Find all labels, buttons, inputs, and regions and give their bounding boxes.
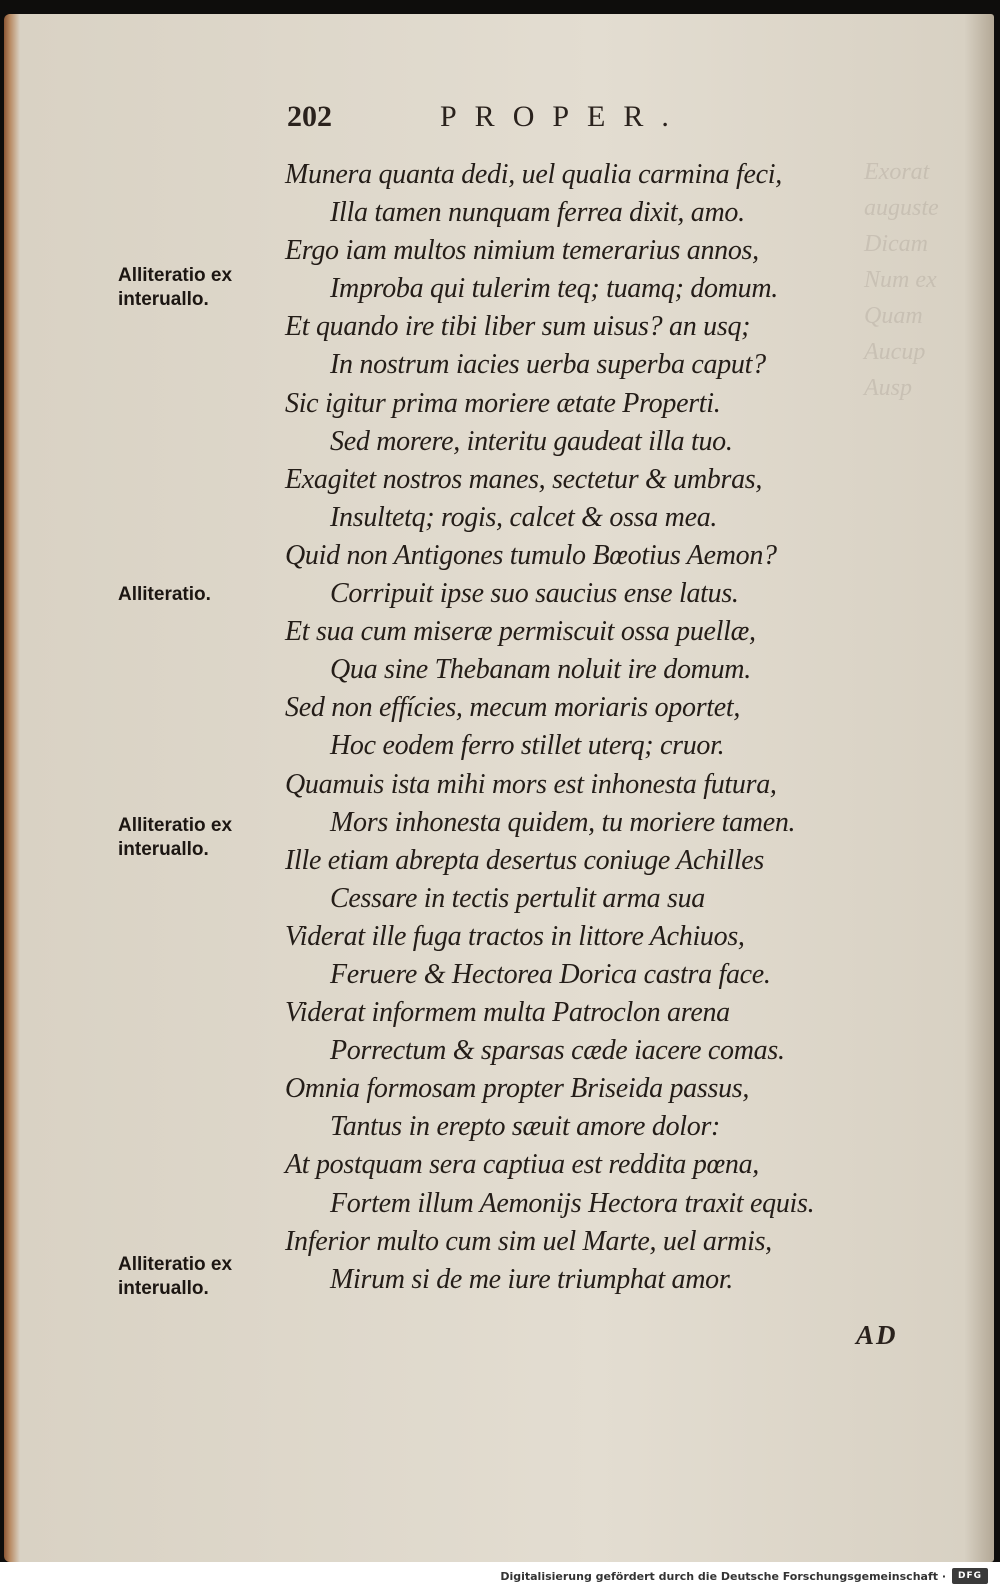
margin-note [118, 1253, 232, 1301]
verse-line: Et quando ire tibi liber sum uisus? an usq; [285, 311, 751, 343]
catchword: AD [856, 1320, 898, 1350]
margin-note-line: interuallo. [118, 289, 209, 310]
verse-line: Quamuis ista mihi mors est inhonesta futura, [285, 768, 777, 800]
verse-line: Qua sine Thebanam noluit ire domum. [330, 654, 751, 686]
verse-line: Ergo iam multos nimium temerarius annos, [285, 235, 759, 267]
verse-line: Fortem illum Aemonijs Hectora traxit equis. [330, 1187, 815, 1219]
verse-line: Viderat ille fuga tractos in littore Achiuos, [285, 920, 745, 952]
verse-line: Quid non Antigones tumulo Bœotius Aemon? [285, 539, 777, 571]
verse-line: Sed non effícies, mecum moriaris oportet, [285, 692, 741, 724]
verse-line: Mirum si de me iure triumphat amor. [330, 1263, 734, 1295]
footer-bar [0, 1562, 1000, 1590]
margin-note [118, 264, 232, 312]
funding-credit: Digitalisierung gefördert durch die Deutsche Forschungsgemeinschaft · [500, 1570, 946, 1583]
margin-note-line: interuallo. [118, 839, 209, 860]
verse-line: Insultetq; rogis, calcet & ossa mea. [330, 501, 718, 533]
page-number: 202 [287, 100, 332, 133]
margin-note-line: Alliteratio ex [118, 815, 233, 836]
verse-line: Sed morere, interitu gaudeat illa tuo. [330, 425, 733, 457]
verse-line: Sic igitur prima moriere ætate Properti. [285, 387, 721, 419]
verse-line: Viderat informem multa Patroclon arena [285, 997, 730, 1029]
margin-note-line: Alliteratio. [118, 584, 211, 605]
dfg-logo-icon: DFG [952, 1568, 988, 1584]
margin-note-line: Alliteratio ex [118, 265, 233, 286]
verse-line: Cessare in tectis pertulit arma sua [330, 882, 706, 914]
verse-line: Mors inhonesta quidem, tu moriere tamen. [330, 806, 796, 838]
show-through-text: Exorat auguste Dicam Num ex Quam Aucup Ausp [864, 159, 939, 401]
verse-line: Illa tamen nunquam ferrea dixit, amo. [330, 197, 745, 229]
verse-line: Improba qui tulerim teq; tuamq; domum. [330, 273, 778, 305]
verse-text [0, 156, 1000, 1299]
margin-note-line: Alliteratio ex [118, 1254, 233, 1275]
running-title: PROPER. [440, 100, 687, 133]
verse-line: Corripuit ipse suo saucius ense latus. [330, 578, 739, 610]
verse-line: Exagitet nostros manes, sectetur & umbras, [285, 463, 763, 495]
verse-line: In nostrum iacies uerba superba caput? [330, 349, 766, 381]
verse-line: Et sua cum miseræ permiscuit ossa puellæ, [285, 616, 756, 648]
verse-line: Omnia formosam propter Briseida passus, [285, 1073, 750, 1105]
verse-line: Inferior multo cum sim uel Marte, uel armis, [285, 1225, 772, 1257]
margin-note [118, 814, 232, 862]
verse-line: Munera quanta dedi, uel qualia carmina feci, [285, 159, 782, 190]
running-head [0, 100, 1000, 140]
verse-line: Tantus in erepto sæuit amore dolor: [330, 1111, 721, 1143]
margin-note [118, 583, 211, 607]
margin-note-line: interuallo. [118, 1278, 209, 1299]
verse-line: Hoc eodem ferro stillet uterq; cruor. [330, 730, 725, 762]
verse-line: Ille etiam abrepta desertus coniuge Achilles [285, 844, 765, 876]
verse-line: Feruere & Hectorea Dorica castra face. [330, 958, 771, 990]
verse-line: At postquam sera captiua est reddita pœna, [285, 1149, 760, 1181]
verse-line: Porrectum & sparsas cæde iacere comas. [330, 1035, 785, 1067]
